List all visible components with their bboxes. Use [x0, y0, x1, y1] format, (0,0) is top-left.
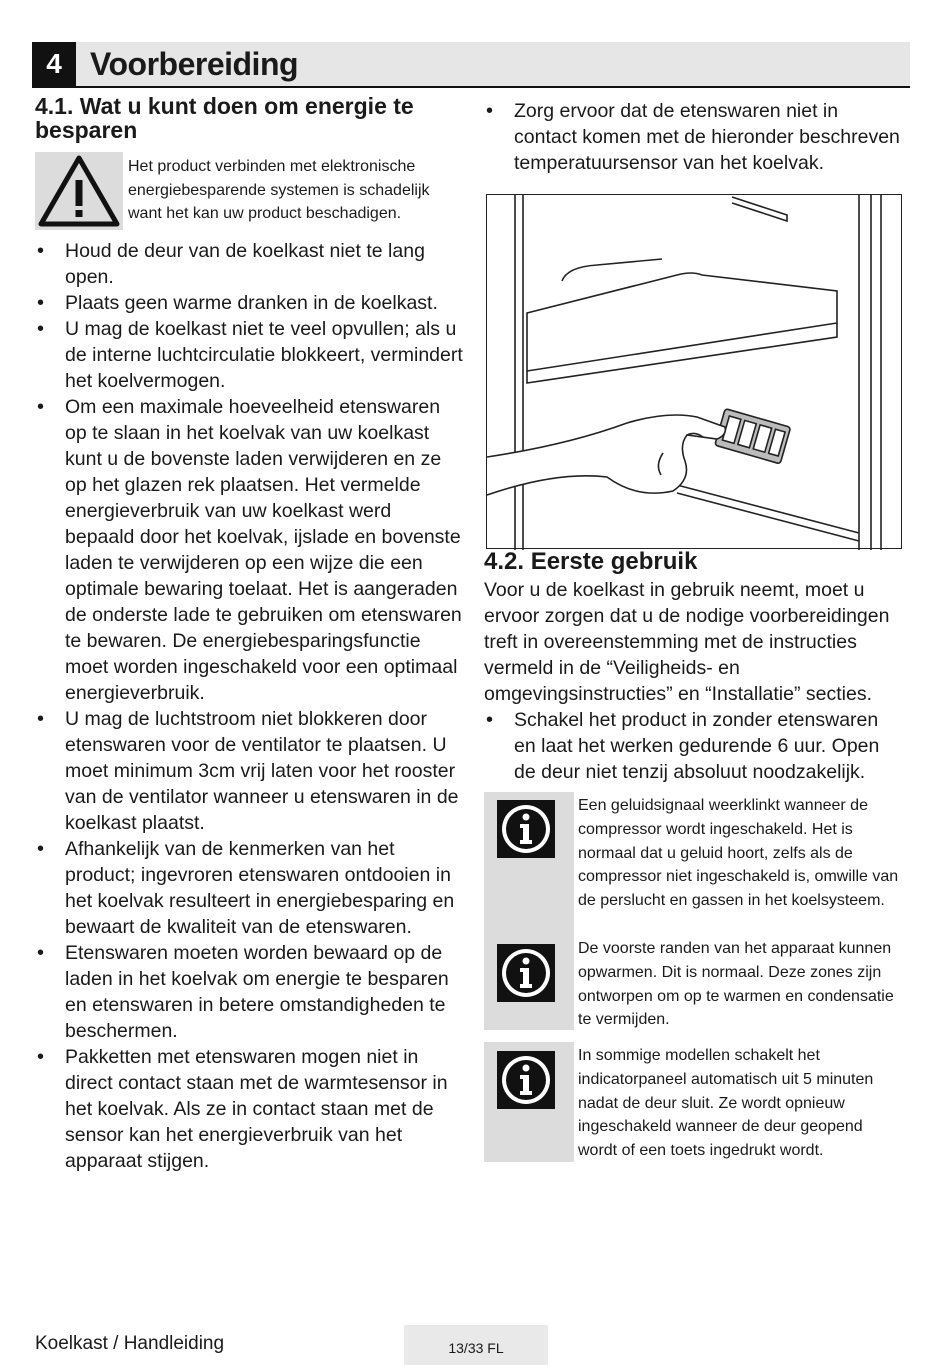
footer-doc-title: Koelkast / Handleiding: [35, 1333, 225, 1354]
list-item: • Plaats geen warme dranken in de koelkast.: [35, 290, 465, 316]
info-icon: [497, 800, 555, 858]
list-item: • U mag de luchtstroom niet blokkeren door etenswaren voor de ventilator te plaatsen. U moet minimum 3cm vrij laten voor het rooster van de ventilator wanneer u etenswaren in de koelkast plaatst.: [35, 706, 465, 836]
energy-tips-list: [35, 238, 465, 1174]
fridge-shelf-sensor-illustration: [486, 194, 902, 549]
page-number: 13/33 FL: [448, 1340, 504, 1356]
first-use-list: [484, 707, 904, 785]
sensor-tip-list: [484, 98, 904, 176]
section-heading-first-use: 4.2. Eerste gebruik: [484, 548, 698, 575]
section-heading-energy: 4.1. Wat u kunt doen om energie te besparen: [35, 93, 414, 143]
warning-text: Het product verbinden met elektronische energiebesparende systemen is schadelijk want het kan uw product beschadigen.: [128, 158, 430, 222]
info-icon: [497, 944, 555, 1002]
info-note: In sommige modellen schakelt het indicatorpaneel automatisch uit 5 minuten nadat de deur sluit. Ze wordt opnieuw ingeschakeld wanneer de deur geopend wordt of een toets ingedrukt wordt.: [578, 1047, 874, 1160]
info-icon: [497, 1051, 555, 1109]
info-note: Een geluidsignaal weerklinkt wanneer de compressor wordt ingeschakeld. Het is normaal dat u geluid hoort, zelfs als de compressor niet ingeschakeld is, omwille van de perslucht en gassen in het koelsysteem.: [578, 797, 899, 910]
list-item: • Pakketten met etenswaren mogen niet in direct contact staan met de warmtesensor in het koelvak. Als ze in contact staan met de sensor kan het energieverbruik van het apparaat stijgen.: [35, 1044, 465, 1174]
list-item: • Etenswaren moeten worden bewaard op de laden in het koelvak om energie te besparen en etenswaren in betere omstandigheden te beschermen.: [35, 940, 465, 1044]
list-item: • Afhankelijk van de kenmerken van het product; ingevroren etenswaren ontdooien in het koelvak resulteert in energiebesparing en bewaart de kwaliteit van de etenswaren.: [35, 836, 465, 940]
list-item: • Houd de deur van de koelkast niet te lang open.: [35, 238, 465, 290]
warning-triangle-icon: [35, 152, 123, 230]
first-use-intro: Voor u de koelkast in gebruik neemt, moet u ervoor zorgen dat u de nodige voorbereidingen treft in overeenstemming met de instructies vermeld in de “Veiligheids- en omgevingsinstructies” en “Installatie” secties.: [484, 579, 890, 705]
list-item: • Schakel het product in zonder etenswaren en laat het werken gedurende 6 uur. Open de deur niet tenzij absoluut noodzakelijk.: [484, 707, 904, 785]
list-item: • Om een maximale hoeveelheid etenswaren op te slaan in het koelvak van uw koelkast kunt u de bovenste laden verwijderen en ze op het glazen rek plaatsen. Het vermelde energieverbruik van uw koelkast werd bepaald door het koelvak, ijslade en bovenste laden te verwijderen op een wijze die een optimale bewaring toelaat. Het is aangeraden de onderste lade te gebruiken om etenswaren te bewaren. De energiebesparingsfunctie moet worden ingeschakeld voor een optimaal energieverbruik.: [35, 394, 465, 706]
page-title: Voorbereiding: [90, 46, 299, 82]
warning-box: [35, 152, 123, 230]
list-item: • Zorg ervoor dat de etenswaren niet in contact komen met de hieronder beschreven temperatuursensor van het koelvak.: [484, 98, 904, 176]
info-note: De voorste randen van het apparaat kunnen opwarmen. Dit is normaal. Deze zones zijn ontworpen om op te warmen en condensatie te vermijden.: [578, 940, 894, 1029]
section-number: 4: [32, 42, 76, 86]
list-item: • U mag de koelkast niet te veel opvullen; als u de interne luchtcirculatie blokkeert, vermindert het koelvermogen.: [35, 316, 465, 394]
